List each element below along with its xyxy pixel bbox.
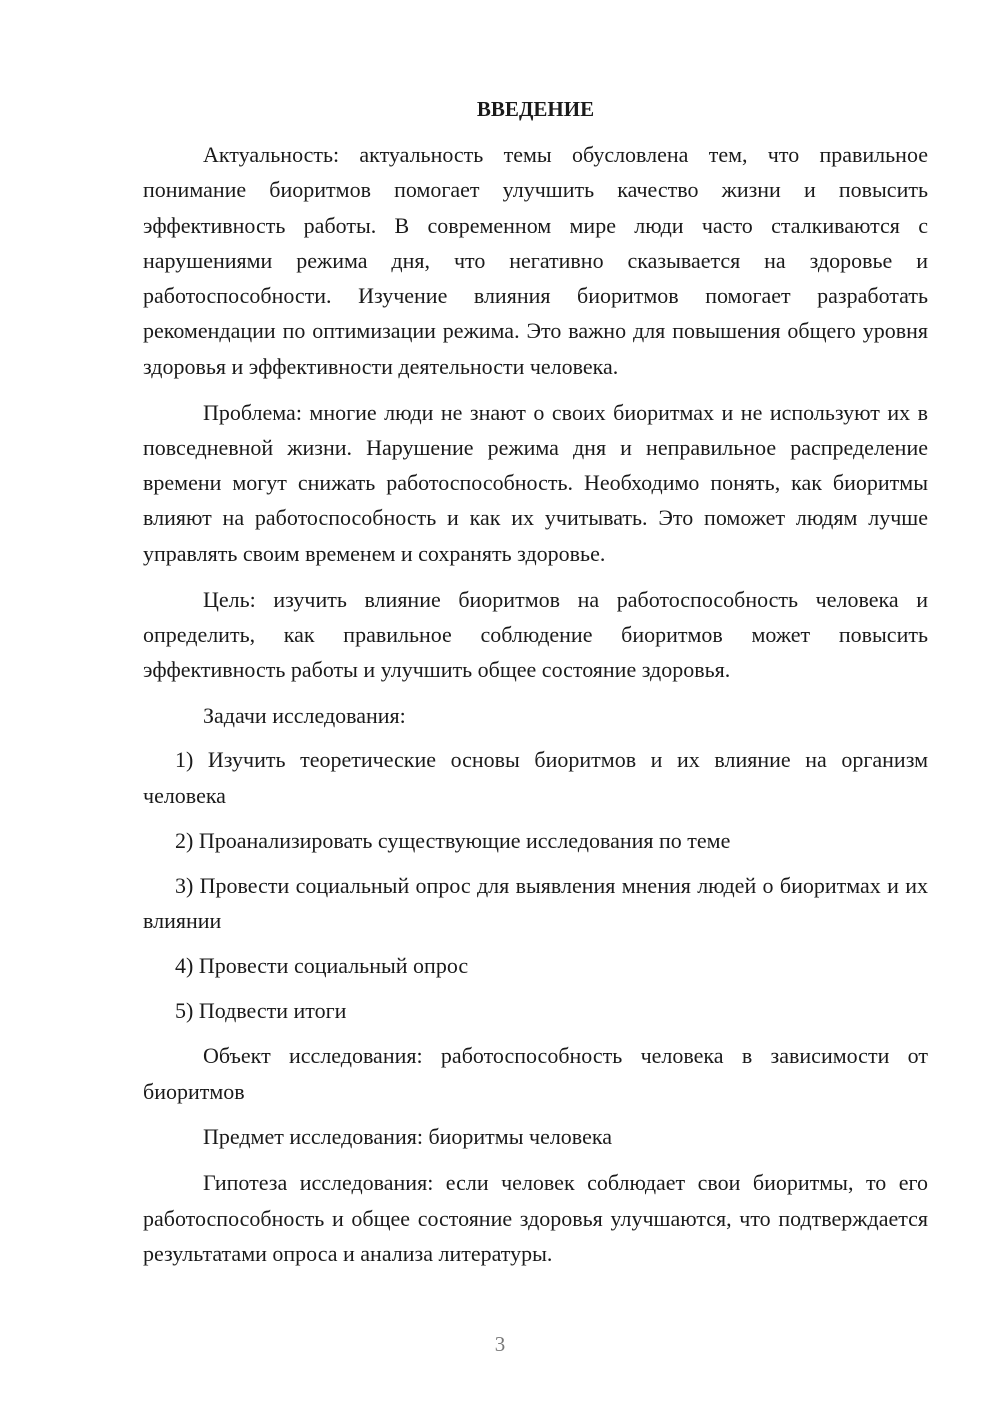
paragraph-problem: Проблема: многие люди не знают о своих биоритмах и не используют их в повседневной жизни. Нарушение режима дня и неправильное распределение времени могут снижать работоспособность. Необходимо понять, как биоритмы влияют на работоспособность и как их учитывать. Это поможет людям лучше управлять своим временем и сохранять здоровье. xyxy=(143,399,928,566)
tasks-list xyxy=(143,742,928,1028)
paragraph-hypothesis: Гипотеза исследования: если человек соблюдает свои биоритмы, то его работоспособность и общее состояние здоровья улучшаются, что подтверждается результатами опроса и анализа литературы. xyxy=(143,1170,928,1266)
list-item: 4) Провести социальный опрос xyxy=(175,953,469,979)
paragraph-relevance: Актуальность: актуальность темы обусловлена тем, что правильное понимание биоритмов помогает улучшить качество жизни и повысить эффективность работы. В современном мире люди часто сталкиваются с нарушениями режима дня, что негативно сказывается на здоровье и работоспособности. Изучение влияния биоритмов помогает разработать рекомендации по оптимизации режима. Это важно для повышения общего уровня здоровья и эффективности деятельности человека. xyxy=(143,142,928,379)
list-item: 2) Проанализировать существующие исследования по теме xyxy=(175,827,731,853)
paragraph-tasks-heading: Задачи исследования: xyxy=(203,702,406,728)
paragraph-goal: Цель: изучить влияние биоритмов на работоспособность человека и определить, как правильное соблюдение биоритмов может повысить эффективность работы и улучшить общее состояние здоровья. xyxy=(143,586,928,683)
page-number: 3 xyxy=(494,1332,506,1356)
list-item: 5) Подвести итоги xyxy=(175,998,347,1024)
paragraph-subject: Предмет исследования: биоритмы человека xyxy=(203,1124,612,1150)
paragraph-object: Объект исследования: работоспособность человека в зависимости от биоритмов xyxy=(143,1043,928,1104)
list-item: 3) Провести социальный опрос для выявления мнения людей о биоритмах и их влиянии xyxy=(143,872,928,934)
section-title: ВВЕДЕНИЕ xyxy=(476,97,595,121)
document-page xyxy=(143,92,928,1282)
list-item: 1) Изучить теоретические основы биоритмов и их влияние на организм человека xyxy=(143,747,928,808)
